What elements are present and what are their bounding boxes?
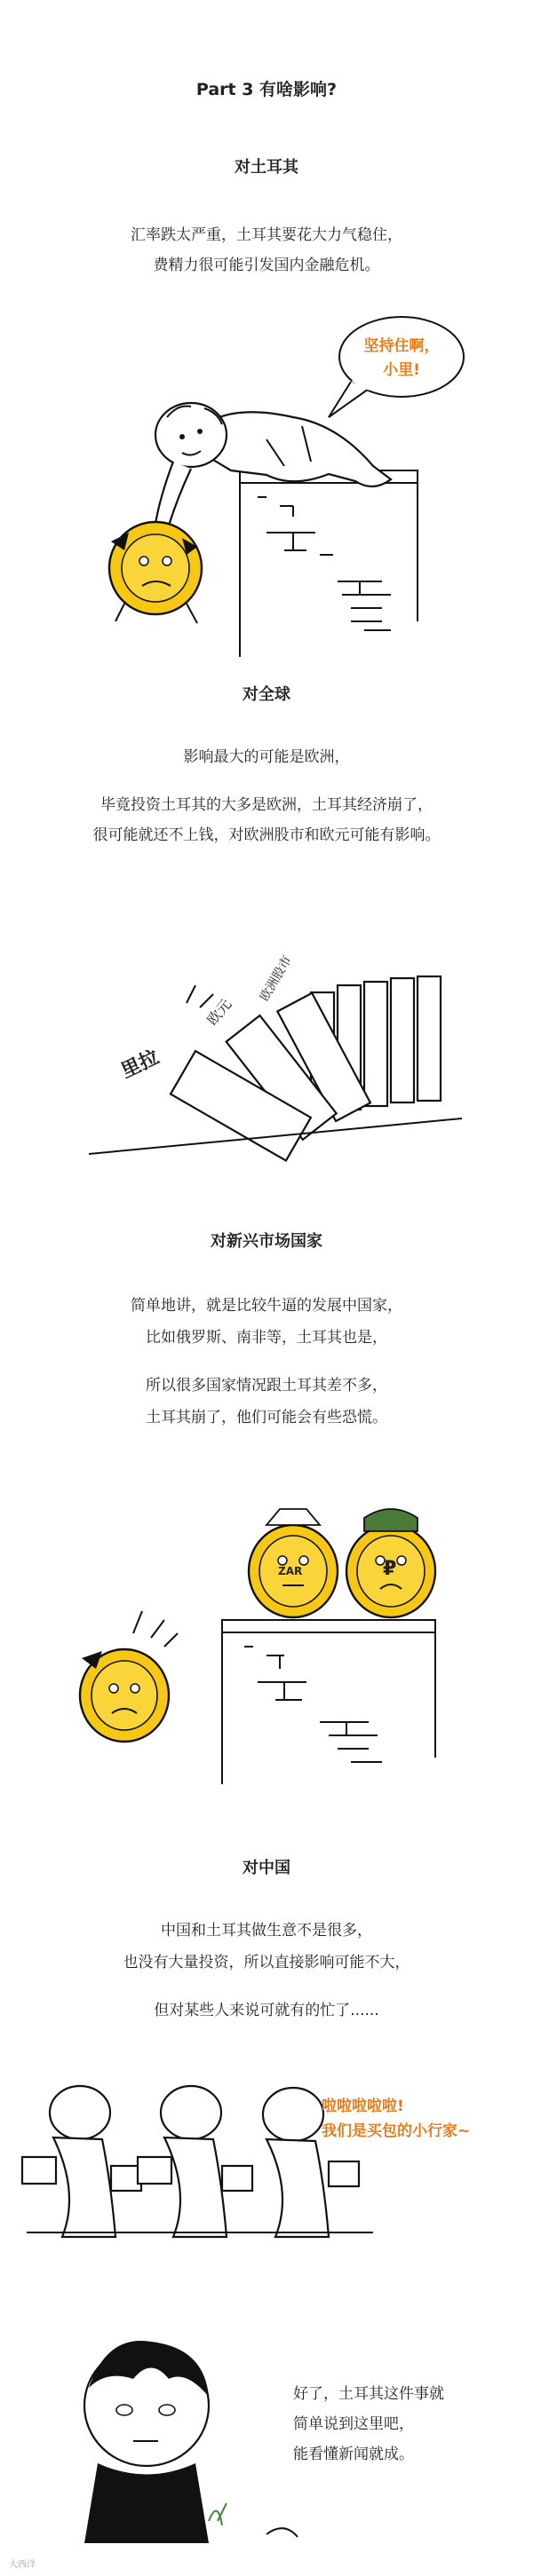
domino-scene — [0, 897, 533, 1172]
domino-label-lira: 里拉 — [117, 1046, 163, 1083]
domino-label-eu-stock: 欧洲股市 — [257, 953, 295, 1004]
watermark: 大西洋 — [9, 2560, 36, 2570]
text-emerging-3: 所以很多国家情况跟土耳其差不多， — [146, 1377, 387, 1395]
heading-china: 对中国 — [243, 1859, 290, 1877]
coin-ruble-label: ₽ — [383, 1558, 397, 1580]
text-china-1: 中国和土耳其做生意不是很多， — [161, 1922, 372, 1940]
text-emerging-1: 简单地讲，就是比较牛逼的发展中国家， — [131, 1297, 402, 1315]
text-china-3: 但对某些人来说可就有的忙了...... — [154, 2002, 379, 2019]
heading-turkey: 对土耳其 — [235, 158, 298, 177]
shoppers-scene — [0, 2059, 533, 2255]
text-global-2: 毕竟投资土耳其的大多是欧洲，土耳其经济崩了， — [100, 796, 433, 814]
page-title: Part 3 有啥影响? — [195, 80, 338, 99]
illustration-emerging — [0, 1456, 533, 1784]
emerging-scene — [0, 1456, 533, 1784]
cliff-scene — [0, 284, 533, 657]
bubble-line-1: 坚持住啊， — [363, 337, 440, 355]
shopper-1 — [22, 2086, 141, 2237]
bubble-line-2: 小里! — [383, 361, 420, 379]
ending-line-3: 能看懂新闻就成。 — [293, 2446, 414, 2463]
text-emerging-2: 比如俄罗斯、南非等，土耳其也是， — [146, 1329, 387, 1347]
shoppers-callout-1: 啦啦啦啦啦! — [322, 2098, 404, 2115]
ending-block — [0, 2308, 533, 2556]
text-turkey-1: 汇率跌太严重，土耳其要花大力气稳住， — [131, 226, 402, 244]
heading-global: 对全球 — [243, 685, 290, 704]
illustration-hold-on — [0, 284, 533, 657]
text-china-2: 也没有大量投资，所以直接影响可能不大， — [123, 1954, 410, 1972]
coin-try-falling — [80, 1611, 178, 1742]
heading-emerging: 对新兴市场国家 — [211, 1232, 322, 1251]
shopper-2 — [138, 2086, 252, 2237]
illustration-dominoes — [0, 897, 533, 1172]
shoppers-callout-2: 我们是买包的小行家~ — [322, 2122, 471, 2140]
text-global-1: 影响最大的可能是欧洲， — [183, 748, 350, 766]
text-global-3: 很可能就还不上钱，对欧洲股市和欧元可能有影响。 — [92, 826, 441, 844]
illustration-shoppers — [0, 2059, 533, 2255]
ending-line-1: 好了，土耳其这件事就 — [293, 2385, 444, 2403]
coin-zar-label: ZAR — [278, 1565, 303, 1577]
coin-try — [109, 522, 202, 614]
ending-line-2: 简单说到这里吧， — [293, 2415, 414, 2433]
text-emerging-4: 土耳其崩了，他们可能会有些恐慌。 — [146, 1409, 387, 1426]
coin-zar — [249, 1509, 338, 1617]
domino-label-euro: 欧元 — [203, 995, 235, 1029]
text-turkey-2: 费精力很可能引发国内金融危机。 — [153, 257, 380, 274]
